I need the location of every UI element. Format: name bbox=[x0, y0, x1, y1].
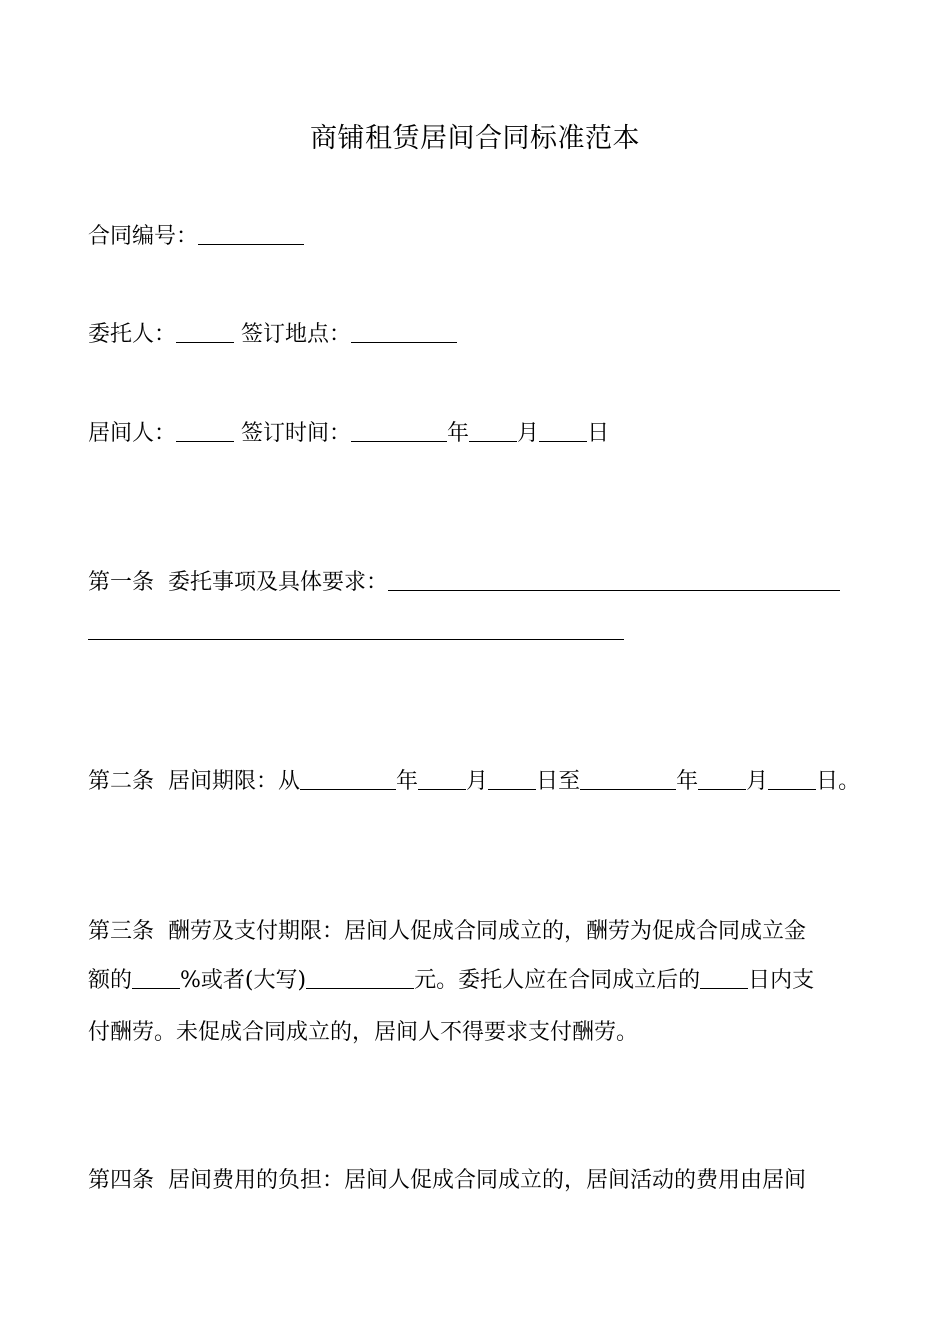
period-end-day-label: 日。 bbox=[816, 769, 861, 794]
document-title: 商铺租赁居间合同标准范本 bbox=[310, 123, 640, 154]
article-2-title: 居间期限：从 bbox=[168, 769, 301, 794]
sign-day-label: 日 bbox=[587, 421, 610, 446]
percent-blank bbox=[132, 966, 180, 989]
article-2-number: 第二条 bbox=[88, 769, 155, 794]
article-3-text-3: 付酬劳。未促成合同成立的，居间人不得要求支付酬劳。 bbox=[88, 1020, 639, 1045]
contract-number-blank bbox=[198, 222, 304, 245]
sign-year-blank bbox=[351, 419, 447, 442]
client-line bbox=[88, 320, 457, 350]
amount-blank bbox=[306, 966, 414, 989]
period-end-day-blank bbox=[768, 767, 816, 790]
article-1-blank-1 bbox=[388, 568, 840, 591]
article-2-line bbox=[88, 767, 860, 797]
sign-month-label: 月 bbox=[517, 421, 540, 446]
period-start-day-label: 日至 bbox=[536, 769, 581, 794]
period-start-year-label: 年 bbox=[396, 769, 419, 794]
article-3-line-1 bbox=[88, 917, 806, 947]
article-4-number: 第四条 bbox=[88, 1168, 155, 1193]
period-end-year-blank bbox=[580, 767, 676, 790]
article-3-line-3 bbox=[88, 1018, 638, 1048]
article-1-blank-2 bbox=[88, 617, 624, 640]
sign-time-label: 签订时间： bbox=[241, 421, 352, 446]
client-label: 委托人： bbox=[88, 322, 177, 347]
contract-number-line bbox=[88, 222, 304, 252]
article-4-text-1: 居间费用的负担：居间人促成合同成立的，居间活动的费用由居间 bbox=[168, 1168, 807, 1193]
article-3-text-1: 酬劳及支付期限：居间人促成合同成立的，酬劳为促成合同成立金 bbox=[168, 919, 807, 944]
period-start-month-blank bbox=[418, 767, 466, 790]
period-end-month-label: 月 bbox=[746, 769, 769, 794]
article-3-text-2a: 额的 bbox=[88, 968, 133, 993]
article-1-title: 委托事项及具体要求： bbox=[168, 570, 389, 595]
broker-line bbox=[88, 419, 609, 449]
article-3-text-2c: 元。委托人应在合同成立后的 bbox=[414, 968, 701, 993]
period-start-month-label: 月 bbox=[466, 769, 489, 794]
article-1-number: 第一条 bbox=[88, 570, 155, 595]
days-blank bbox=[700, 966, 748, 989]
period-end-month-blank bbox=[698, 767, 746, 790]
sign-day-blank bbox=[539, 419, 587, 442]
period-start-day-blank bbox=[488, 767, 536, 790]
period-start-year-blank bbox=[300, 767, 396, 790]
contract-number-label: 合同编号： bbox=[88, 224, 199, 249]
article-4-line-1 bbox=[88, 1166, 806, 1196]
broker-blank bbox=[176, 419, 234, 442]
article-3-text-2d: 日内支 bbox=[748, 968, 815, 993]
article-3-text-2b: %或者(大写) bbox=[180, 968, 307, 993]
article-1-line-2 bbox=[88, 617, 624, 647]
article-3-number: 第三条 bbox=[88, 919, 155, 944]
article-1-line-1 bbox=[88, 568, 840, 598]
broker-label: 居间人： bbox=[88, 421, 177, 446]
sign-year-label: 年 bbox=[447, 421, 470, 446]
sign-place-label: 签订地点： bbox=[241, 322, 352, 347]
client-blank bbox=[176, 320, 234, 343]
sign-place-blank bbox=[351, 320, 457, 343]
sign-month-blank bbox=[469, 419, 517, 442]
article-3-line-2 bbox=[88, 966, 814, 996]
period-end-year-label: 年 bbox=[676, 769, 699, 794]
